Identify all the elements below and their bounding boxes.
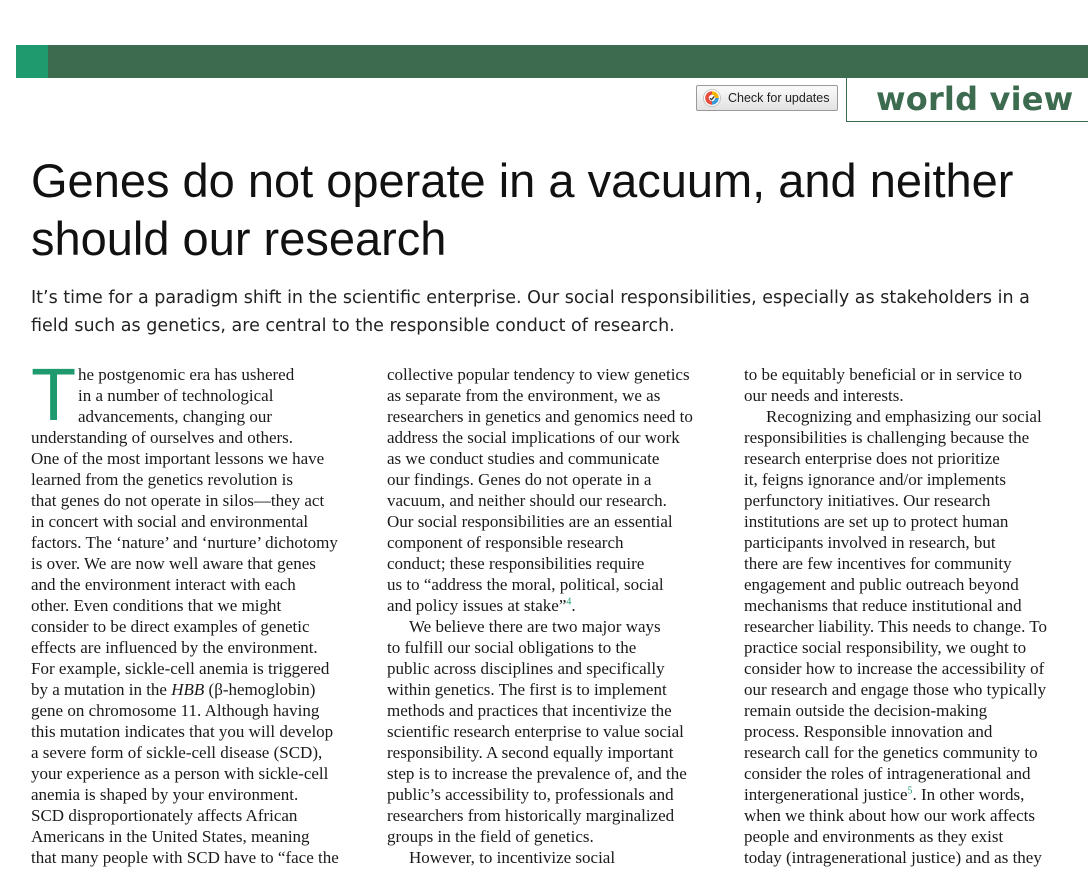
- text-line: SCD disproportionately affects African: [31, 806, 298, 825]
- header-bar: [48, 45, 1088, 78]
- text-line: learned from the genetics revolution is: [31, 470, 293, 489]
- text-line: in concert with social and environmental: [31, 512, 309, 531]
- text-line: address the social implications of our work: [387, 428, 680, 447]
- text-line: We believe there are two major ways: [409, 617, 661, 636]
- text-line: when we think about how our work affects: [744, 806, 1035, 825]
- title-line: Genes do not operate in a vacuum, and neither: [31, 154, 1014, 207]
- text-line: However, to incentivize social: [409, 848, 616, 867]
- body-column-3: [744, 364, 1088, 873]
- text-line: research enterprise does not prioritize: [744, 449, 1000, 468]
- crossmark-icon: [703, 89, 721, 107]
- text-line: advancements, changing our: [78, 407, 273, 426]
- article-title: [31, 152, 1071, 268]
- gene-name: HBB: [171, 680, 205, 699]
- text-line: methods and practices that incentivize the: [387, 701, 672, 720]
- check-for-updates-label: Check for updates: [728, 91, 830, 105]
- text-line: he postgenomic era has ushered: [78, 365, 295, 384]
- text-line: your experience as a person with sickle-cell: [31, 764, 329, 783]
- text-line: this mutation indicates that you will develop: [31, 722, 334, 741]
- text-line: to be equitably beneficial or in service to: [744, 365, 1023, 384]
- text-run: by a mutation in the: [31, 680, 172, 699]
- text-line: consider the roles of intragenerational and: [744, 764, 1031, 783]
- text-line: [387, 595, 729, 616]
- text-line: research call for the genetics community to: [744, 743, 1038, 762]
- text-line: participants involved in research, but: [744, 533, 996, 552]
- text-line: groups in the field of genetics.: [387, 827, 594, 846]
- standfirst-line: field such as genetics, are central to the responsible conduct of research.: [31, 316, 675, 336]
- reference-superscript[interactable]: 4: [566, 596, 572, 608]
- text-line: Recognizing and emphasizing our social: [766, 407, 1042, 426]
- text-line: institutions are set up to protect human: [744, 512, 1009, 531]
- article-standfirst: [31, 284, 1076, 340]
- text-line: perfunctory initiatives. Our research: [744, 491, 991, 510]
- text-line: engagement and public outreach beyond: [744, 575, 1019, 594]
- drop-cap: T: [31, 364, 77, 436]
- text-line: there are few incentives for community: [744, 554, 1012, 573]
- text-line: is over. We are now well aware that genes: [31, 554, 316, 573]
- text-line: public across disciplines and specifically: [387, 659, 665, 678]
- check-for-updates-button[interactable]: [696, 85, 838, 111]
- text-run: (β-hemoglobin): [204, 680, 316, 699]
- text-line: For example, sickle-cell anemia is triggered: [31, 659, 330, 678]
- text-line: our research and engage those who typically: [744, 680, 1047, 699]
- text-line: public’s accessibility to, professionals and: [387, 785, 674, 804]
- text-line: remain outside the decision-making: [744, 701, 988, 720]
- text-line: our findings. Genes do not operate in a: [387, 470, 652, 489]
- text-line: a severe form of sickle-cell disease (SCD),: [31, 743, 323, 762]
- text-line: mechanisms that reduce institutional and: [744, 596, 1022, 615]
- text-line: people and environments as they exist: [744, 827, 1004, 846]
- text-line: and the environment interact with each: [31, 575, 296, 594]
- text-run: and policy issues at stake”: [387, 596, 567, 615]
- standfirst-line: It’s time for a paradigm shift in the scientific enterprise. Our social responsibilities, especially as stakeholders in a: [31, 288, 1030, 308]
- text-line: researcher liability. This needs to change. To: [744, 617, 1047, 636]
- text-line: other. Even conditions that we might: [31, 596, 282, 615]
- text-line: step is to increase the prevalence of, and the: [387, 764, 687, 783]
- text-line: in a number of technological: [78, 386, 274, 405]
- text-line: vacuum, and neither should our research.: [387, 491, 667, 510]
- text-line: effects are influenced by the environment.: [31, 638, 318, 657]
- text-line: scientific research enterprise to value social: [387, 722, 684, 741]
- text-line: process. Responsible innovation and: [744, 722, 993, 741]
- text-line: anemia is shaped by your environment.: [31, 785, 299, 804]
- text-line: as we conduct studies and communicate: [387, 449, 660, 468]
- section-label: world view: [876, 80, 1074, 118]
- text-line: component of responsible research: [387, 533, 624, 552]
- text-line: Americans in the United States, meaning: [31, 827, 310, 846]
- text-line: consider to be direct examples of genetic: [31, 617, 310, 636]
- text-line: conduct; these responsibilities require: [387, 554, 645, 573]
- text-run: . In other words,: [912, 785, 1025, 804]
- text-line: us to “address the moral, political, social: [387, 575, 664, 594]
- text-line: within genetics. The first is to implement: [387, 680, 667, 699]
- text-run: .: [571, 596, 576, 615]
- text-line: [31, 679, 371, 700]
- text-line: consider how to increase the accessibility of: [744, 659, 1045, 678]
- text-line: Our social responsibilities are an essential: [387, 512, 673, 531]
- text-line: as separate from the environment, we as: [387, 386, 661, 405]
- text-line: practice social responsibility, we ought to: [744, 638, 1027, 657]
- reference-superscript[interactable]: 5: [907, 785, 913, 797]
- text-run: intergenerational justice: [744, 785, 908, 804]
- text-line: understanding of ourselves and others.: [31, 428, 294, 447]
- body-column-2: [387, 364, 729, 873]
- text-line: researchers in genetics and genomics need to: [387, 407, 693, 426]
- header-accent-block: [16, 45, 48, 78]
- text-line: that genes do not operate in silos—they act: [31, 491, 325, 510]
- text-line: collective popular tendency to view genetics: [387, 365, 690, 384]
- text-line: factors. The ‘nature’ and ‘nurture’ dichotomy: [31, 533, 338, 552]
- text-line: gene on chromosome 11. Although having: [31, 701, 320, 720]
- text-line: responsibilities is challenging because the: [744, 428, 1030, 447]
- body-column-1: [31, 364, 371, 873]
- text-line: researchers from historically marginalized: [387, 806, 675, 825]
- text-line: it, feigns ignorance and/or implements: [744, 470, 1007, 489]
- text-line: [744, 784, 1088, 805]
- text-line: today (intragenerational justice) and as they: [744, 848, 1042, 867]
- text-line: that many people with SCD have to “face the: [31, 848, 339, 867]
- title-line: should our research: [31, 212, 447, 265]
- text-line: our needs and interests.: [744, 386, 904, 405]
- text-line: responsibility. A second equally important: [387, 743, 674, 762]
- text-line: One of the most important lessons we have: [31, 449, 325, 468]
- text-line: to fulfill our social obligations to the: [387, 638, 637, 657]
